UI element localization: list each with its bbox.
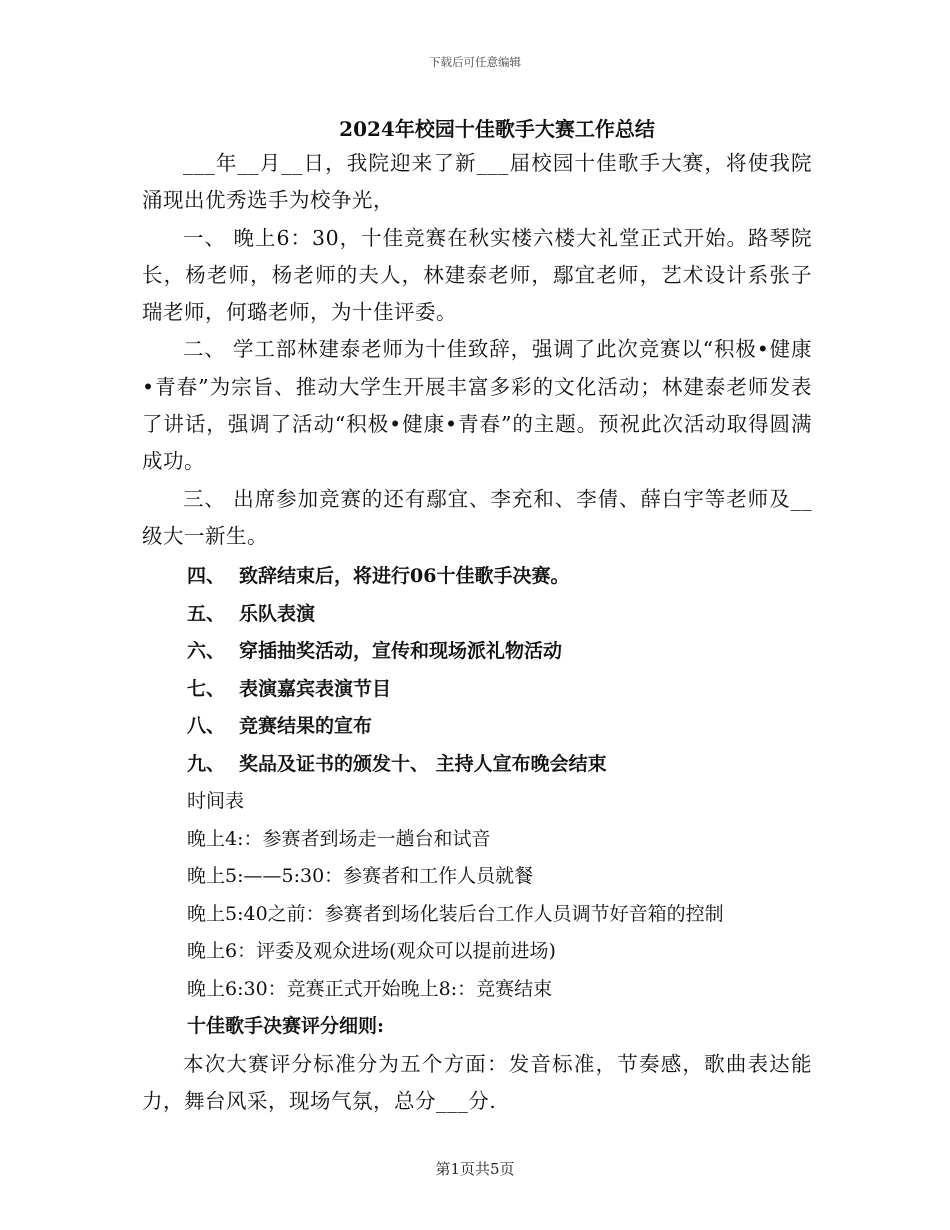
header-note: 下载后可任意编辑 <box>429 55 521 69</box>
item-9 <box>142 746 812 784</box>
item-number: 七、 <box>187 677 226 700</box>
document-title: 2024年校园十佳歌手大赛工作总结 <box>339 117 655 141</box>
rules-paragraph: 本次大赛评分标准分为五个方面：发音标准，节奏感，歌曲表达能力，舞台风采，现场气氛，总分___分. <box>142 1051 812 1114</box>
item-number: 六、 <box>187 640 226 663</box>
item-number: 五、 <box>187 602 226 625</box>
item-text: 乐队表演 <box>239 602 316 625</box>
item-number: 九、 <box>187 752 226 775</box>
page-footer: 第1页共5页 <box>435 1160 515 1178</box>
item-5 <box>142 596 812 634</box>
item-text: 竞赛结果的宣布 <box>239 715 373 738</box>
schedule-line: 晚上6：评委及观众进场(观众可以提前进场) <box>187 940 556 963</box>
intro-paragraph: ___年__月__日，我院迎来了新___届校园十佳歌手大赛，将使我院涌现出优秀选手为校争光， <box>142 151 812 213</box>
item-8 <box>142 708 812 746</box>
schedule-line: 晚上6:30：竞赛正式开始晚上8:：竞赛结束 <box>187 977 553 1000</box>
schedule-line: 晚上4:：参赛者到场走一趟台和试音 <box>187 827 491 850</box>
item-number: 八、 <box>187 715 226 738</box>
document-body <box>142 113 812 1120</box>
schedule-line: 晚上5:40之前：参赛者到场化装后台工作人员调节好音箱的控制 <box>187 902 724 925</box>
item-4 <box>142 558 812 596</box>
item-text: 穿插抽奖活动，宣传和现场派礼物活动 <box>239 640 563 663</box>
section-3-paragraph: 三、 出席参加竞赛的还有鄢宜、李充和、李倩、薛白宇等老师及__级大一新生。 <box>142 486 812 548</box>
item-7 <box>142 671 812 709</box>
item-number: 四、 <box>187 565 226 588</box>
item-text: 表演嘉宾表演节目 <box>239 677 392 700</box>
rules-title: 十佳歌手决赛评分细则: <box>187 1015 385 1038</box>
item-6 <box>142 633 812 671</box>
item-text: 奖品及证书的颁发十、 主持人宣布晚会结束 <box>239 752 607 775</box>
schedule-line: 晚上5:——5:30：参赛者和工作人员就餐 <box>187 865 534 888</box>
section-2-paragraph: 二、 学工部林建泰老师为十佳致辞，强调了此次竞赛以“积极•健康•青春”为宗旨、推动大学生开展丰富多彩的文化活动；林建泰老师发表了讲话，强调了活动“积极•健康•青春”的主题。预祝此次活动取得圆满成功。 <box>142 337 812 474</box>
schedule-title: 时间表 <box>187 790 245 813</box>
item-text: 致辞结束后，将进行06十佳歌手决赛。 <box>239 565 570 588</box>
section-1-paragraph: 一、 晚上6：30，十佳竞赛在秋实楼六楼大礼堂正式开始。路琴院长，杨老师，杨老师的夫人，林建泰老师，鄢宜老师，艺术设计系张子瑞老师，何璐老师，为十佳评委。 <box>142 225 812 325</box>
